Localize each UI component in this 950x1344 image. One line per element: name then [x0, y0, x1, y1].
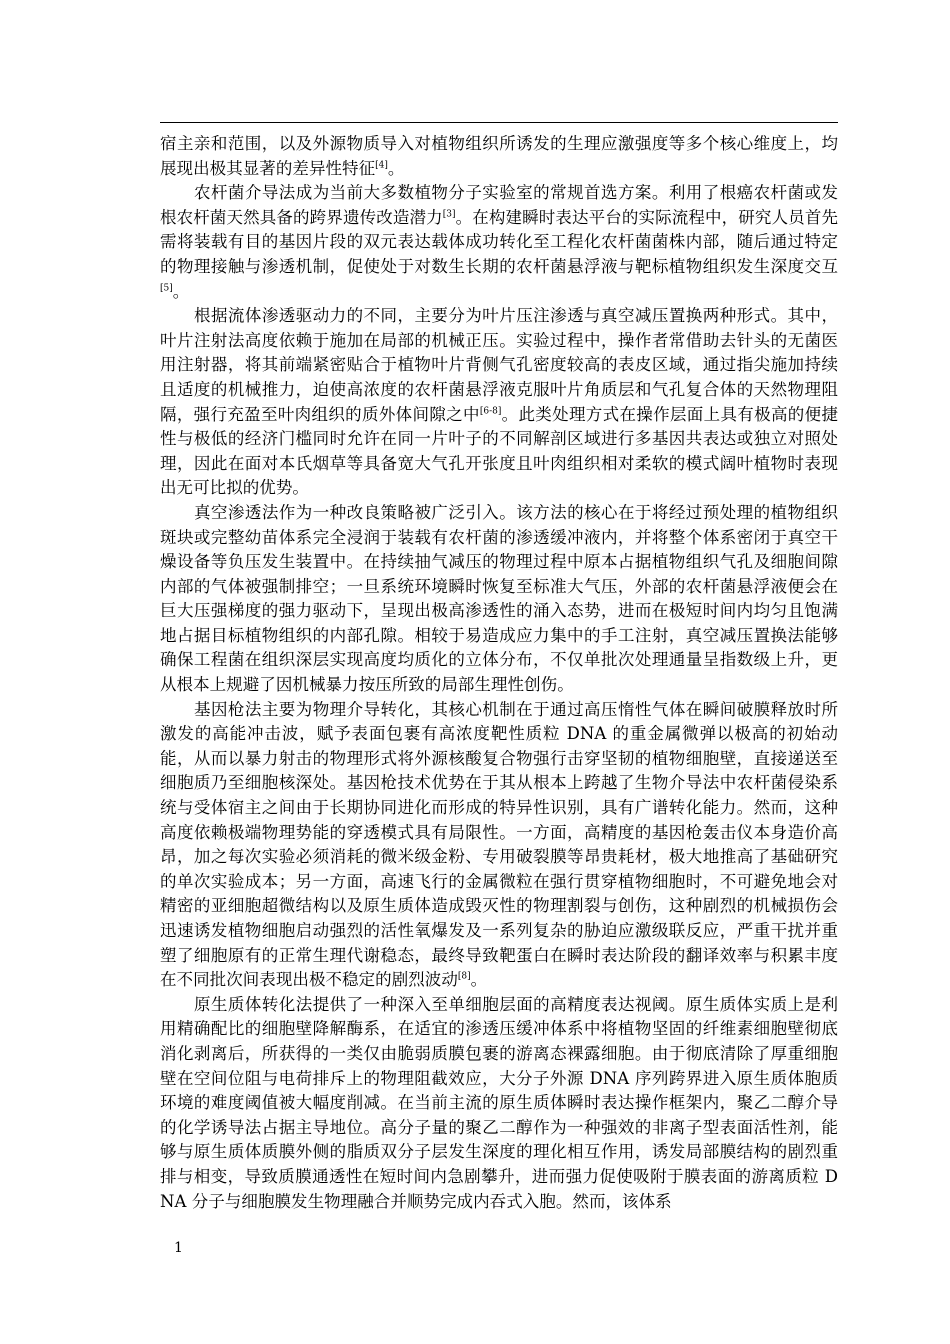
- paragraph-text: 宿主亲和范围，以及外源物质导入对植物组织所诱发的生理应激强度等多个核心维度上，均展现出极其显著的差异性特征: [160, 134, 838, 178]
- citation-marker: [4]: [375, 160, 388, 171]
- paragraph: [160, 501, 838, 698]
- citation-marker: [5]: [160, 283, 173, 294]
- header-rule: [160, 122, 838, 123]
- paragraph-text: 。: [172, 281, 190, 301]
- paragraph-text: 。: [470, 970, 488, 990]
- paragraph-text: 。: [387, 158, 405, 178]
- paragraph-text: 农杆菌介导法成为当前大多数植物分子实验室的常规首选方案。利用了根癌农杆菌或发根农杆菌天然具备的跨界遗传改造潜力: [160, 183, 838, 227]
- citation-marker: [3]: [442, 209, 456, 220]
- paragraph-text: 。此类处理方式在操作层面上具有极高的便捷性与极低的经济门槛同时允许在同一片叶子的不同解剖区域进行多基因共表达或独立对照处理，因此在面对本氏烟草等具备宽大气孔开张度且叶肉组织相对柔软的模式阔叶植物时表现出无可比拟的优势。: [160, 404, 839, 498]
- paragraph: [160, 993, 838, 1214]
- paragraph-text: 。在构建瞬时表达平台的实际流程中，研究人员首先需将装载有目的基因片段的双元表达载体成功转化至工程化农杆菌菌株内部，随后通过特定的物理接触与渗透机制，促使处于对数生长期的农杆菌悬浮液与靶标植物组织发生深度交互: [160, 207, 838, 276]
- page-number: 1: [174, 1240, 183, 1256]
- paragraph-text: 真空渗透法作为一种改良策略被广泛引入。该方法的核心在于将经过预处理的植物组织斑块或完整幼苗体系完全浸润于装载有农杆菌的渗透缓冲液内，并将整个体系密闭于真空干燥设备等负压发生装置中。在持续抽气减压的物理过程中原本占据植物组织气孔及细胞间隙内部的气体被强制排空；一旦系统环境瞬时恢复至标准大气压，外部的农杆菌悬浮液便会在巨大压强梯度的强力驱动下，呈现出极高渗透性的涌入态势，进而在极短时间内均匀且饱满地占据目标植物组织的内部孔隙。相较于易造成应力集中的手工注射，真空减压置换法能够确保工程菌在组织深层实现高度均质化的立体分布，不仅单批次处理通量呈指数级上升，更从根本上规避了因机械暴力按压所致的局部生理性创伤。: [160, 502, 838, 695]
- paragraph: [160, 132, 838, 181]
- paragraph-text: 原生质体转化法提供了一种深入至单细胞层面的高精度表达视阈。原生质体实质上是利用精确配比的细胞壁降解酶系，在适宜的渗透压缓冲体系中将植物坚固的纤维素细胞壁彻底消化剥离后，所获得的一类仅由脆弱质膜包裹的游离态裸露细胞。由于彻底清除了厚重细胞壁在空间位阻与电荷排斥上的物理阻截效应，大分子外源 DNA 序列跨界进入原生质体胞质环境的难度阈值被大幅度削减。在当前主流的原生质体瞬时表达操作框架内，聚乙二醇介导的化学诱导法占据主导地位。高分子量的聚乙二醇作为一种强效的非离子型表面活性剂，能够与原生质体质膜外侧的脂质双分子层发生深度的理化相互作用，诱发局部膜结构的剧烈重排与相变，导致质膜通透性在短时间内急剧攀升，进而强力促使吸附于膜表面的游离质粒 DNA 分子与细胞膜发生物理融合并顺势完成内吞式入胞。然而，该体系: [160, 994, 838, 1211]
- paragraph: [160, 698, 838, 993]
- citation-marker: [6-8]: [479, 406, 502, 417]
- paragraph: [160, 304, 838, 501]
- document-body: [160, 132, 838, 1214]
- citation-marker: [8]: [457, 971, 471, 982]
- paragraph-text: 基因枪法主要为物理介导转化，其核心机制在于通过高压惰性气体在瞬间破膜释放时所激发的高能冲击波，赋予表面包裹有高浓度靶性质粒 DNA 的重金属微弹以极高的初始动能，从而以暴力射击的物理形式将外源核酸复合物强行击穿坚韧的植物细胞壁，直接递送至细胞质乃至细胞核深处。基因枪技术优势在于其从根本上跨越了生物介导法中农杆菌侵染系统与受体宿主之间由于长期协同进化而形成的特异性识别，具有广谱转化能力。然而，这种高度依赖极端物理势能的穿透模式具有局限性。一方面，高精度的基因枪轰击仪本身造价高昂，加之每次实验必须消耗的微米级金粉、专用破裂膜等昂贵耗材，极大地推高了基础研究的单次实验成本；另一方面，高速飞行的金属微粒在强行贯穿植物细胞时，不可避免地会对精密的亚细胞超微结构以及原生质体造成毁灭性的物理割裂与创伤，这种剧烈的机械损伤会迅速诱发植物细胞启动强烈的活性氧爆发及一系列复杂的胁迫应激级联反应，严重干扰并重塑了细胞原有的正常生理代谢稳态，最终导致靶蛋白在瞬时表达阶段的翻译效率与积累丰度在不同批次间表现出极不稳定的剧烈波动: [160, 699, 838, 990]
- paragraph-text: 根据流体渗透驱动力的不同，主要分为叶片压注渗透与真空减压置换两种形式。其中，叶片注射法高度依赖于施加在局部的机械正压。实验过程中，操作者常借助去针头的无菌医用注射器，将其前端紧密贴合于植物叶片背侧气孔密度较高的表皮区域，通过指尖施加持续且适度的机械推力，迫使高浓度的农杆菌悬浮液克服叶片角质层和气孔复合体的天然物理阻隔，强行充盈至叶肉组织的质外体间隙之中: [160, 306, 838, 424]
- paragraph: [160, 181, 838, 304]
